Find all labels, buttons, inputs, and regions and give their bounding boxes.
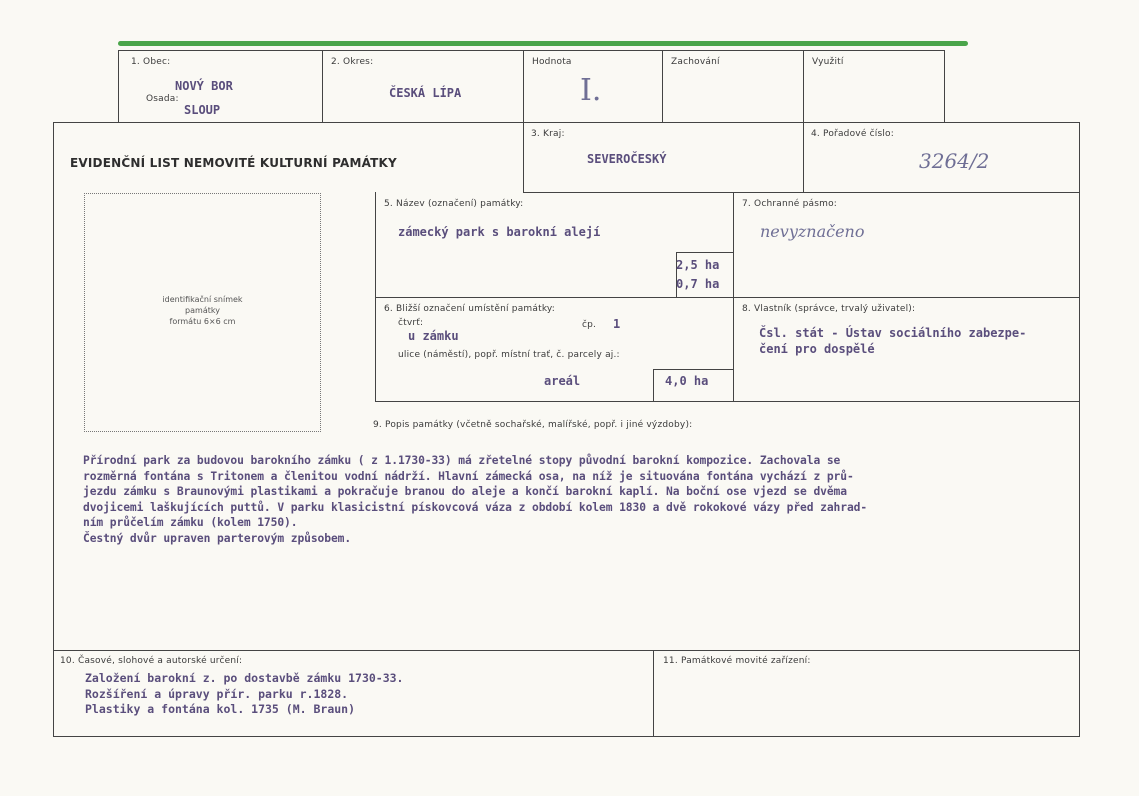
nazev-area-2: 0,7 ha [676,277,720,291]
vlastnik-line: čení pro dospělé [759,342,875,356]
kraj-label: 3. Kraj: [531,129,565,139]
okres-label: 2. Okres: [331,57,374,67]
vlastnik-line: Čsl. stát - Ústav sociálního zabezpe- [759,326,1027,340]
popis-line: Čestný dvůr upraven parterovým způsobem. [83,531,352,545]
poradove-label: 4. Pořadové číslo: [811,129,894,139]
zarizeni-label: 11. Památkové movité zařízení: [663,656,811,666]
popis-label: 9. Popis památky (včetně sochařské, malířské, popř. i jiné výzdoby): [373,420,693,430]
zachovani-label: Zachování [671,57,720,67]
kraj-value: SEVEROČESKÝ [587,152,667,166]
okres-value: ČESKÁ LÍPA [389,86,462,100]
green-bar [118,41,968,46]
pasmo-value: nevyznačeno [760,222,865,241]
cp-label: čp. [582,320,597,330]
obec-value: NOVÝ BOR [175,79,233,93]
popis-line: Přírodní park za budovou barokního zámku ( z 1.1730-33) má zřetelné stopy původní barokní kompozice. Zachovala se [83,454,841,467]
umisteni-label: 6. Bližší označení umístění památky: [384,304,556,314]
popis-line: ním průčelím zámku (kolem 1750). [83,516,298,529]
popis-line: jezdu zámku s Braunovými plastikami a pokračuje branou do aleje a končí barokní kaplí. Na boční ose vjezd se dvěma [83,485,847,498]
nazev-area-1: 2,5 ha [676,258,720,272]
photo-caption-line: památky [185,306,220,315]
photo-caption-line: identifikační snímek [162,295,243,304]
form-title: EVIDENČNÍ LIST NEMOVITÉ KULTURNÍ PAMÁTKY [70,156,397,170]
ulice-label: ulice (náměstí), popř. místní trať, č. parcely aj.: [398,350,620,360]
urceni-line: Založení barokní z. po dostavbě zámku 1730-33. [85,671,404,685]
umisteni-area: 4,0 ha [665,374,709,388]
urceni-line: Plastiky a fontána kol. 1735 (M. Braun) [85,702,356,716]
hodnota-label: Hodnota [532,57,572,67]
cp-value: 1 [613,317,621,331]
popis-line: dvojicemi laškujících puttů. V parku klasicistní pískovcová váza z období kolem 1830 a dvě rokokové vázy před zahrad- [83,500,868,514]
ctvrt-value: u zámku [408,329,459,343]
nazev-label: 5. Název (označení) památky: [384,199,524,209]
urceni-label: 10. Časové, slohové a autorské určení: [60,656,243,666]
pasmo-label: 7. Ochranné pásmo: [742,199,838,209]
photo-placeholder [84,193,321,432]
vlastnik-label: 8. Vlastník (správce, trvalý uživatel): [742,304,916,314]
vyuziti-label: Využití [812,57,844,67]
osada-value: SLOUP [184,103,221,117]
obec-label: 1. Obec: [131,57,171,67]
popis-text [83,453,867,546]
osada-label: Osada: [146,94,179,104]
urceni-text [85,671,404,718]
popis-line: rozměrná fontána s Tritonem a členitou vodní nádrží. Hlavní zámecká osa, na níž je situována fontána vychází z prů- [83,469,854,483]
ctvrt-label: čtvrť: [398,318,424,328]
hodnota-value: I. [580,73,602,108]
nazev-value: zámecký park s barokní alejí [398,225,601,239]
parcela-value: areál [544,374,581,388]
poradove-value: 3264/2 [919,149,990,173]
photo-caption-line: formátu 6×6 cm [169,317,236,326]
urceni-line: Rozšíření a úpravy přír. parku r.1828. [85,686,349,701]
